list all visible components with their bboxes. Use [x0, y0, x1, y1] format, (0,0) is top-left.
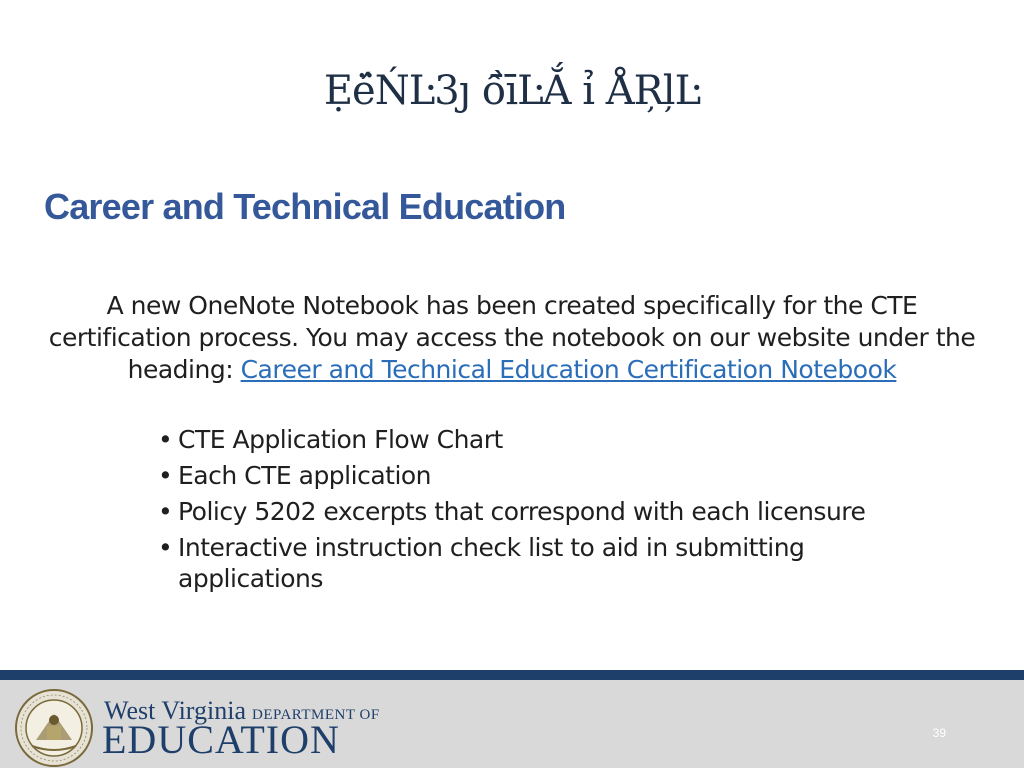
intro-text: A new OneNote Notebook has been created specifically for the CTE certification process. You may access the notebook on our website under the heading:: [48, 291, 976, 384]
bullet-icon: •: [158, 425, 173, 454]
intro-paragraph: [44, 290, 980, 386]
bullet-icon: •: [158, 533, 173, 562]
list-item-text: Policy 5202 excerpts that correspond with each licensure: [178, 497, 866, 526]
bullet-icon: •: [158, 461, 173, 490]
list-item-text: Each CTE application: [178, 461, 432, 490]
list-item: [158, 460, 938, 491]
list-item: [158, 496, 938, 527]
logo-department-label: DEPARTMENT OF: [251, 707, 380, 723]
list-item-text: Interactive instruction check list to aid in submitting applications: [178, 533, 805, 593]
page-number: 39: [932, 726, 946, 740]
footer: [0, 680, 1024, 768]
list-item: [158, 532, 938, 594]
logo-wordmark-education: EDUCATION: [102, 717, 340, 762]
slide-title: Ẹé̈ŃĿ3ȷ ồ̄īĿẮ ỉ ÅŖļĿ: [323, 68, 701, 114]
feature-list: [158, 424, 938, 599]
list-item: [158, 424, 938, 455]
section-heading: Career and Technical Education: [44, 186, 566, 227]
cte-notebook-link[interactable]: Career and Technical Education Certification Notebook: [240, 355, 897, 384]
bullet-icon: •: [158, 497, 173, 526]
footer-band: [0, 670, 1024, 680]
logo-state-name: West Virginia: [104, 696, 246, 725]
state-seal-icon: [14, 688, 94, 768]
list-item-text: CTE Application Flow Chart: [178, 425, 503, 454]
